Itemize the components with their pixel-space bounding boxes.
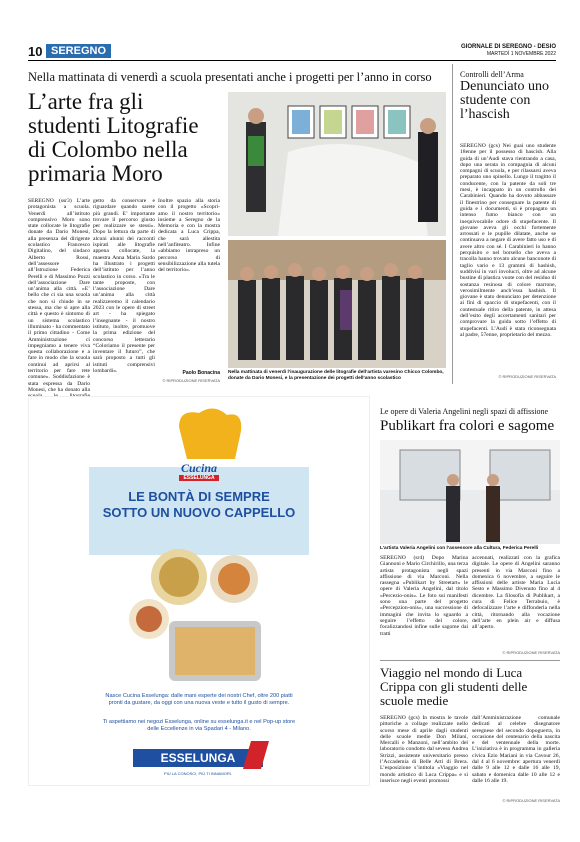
side-body: SEREGNO (gcs) Nei guai uno studente 18enne per il possesso di hascish. Alla guida di un’Audi stava rientrando a casa, dopo una serata in compagnia di alcuni compagni di scuola, e per rilassarsi aveva preparato uno spinello. Lungo il tragitto il conducente, con la patente da soli tre mesi, è incappato in un controllo dei Carabinieri. Quando ha dovuto abbassare il finestrino per consegnare la patente di guida e i documenti, si è propagato un intenso fumo bianco con un inequivocabile odore di stupefacente. Il giovane aveva gli occhi fortemente arrossati e le pupille dilatate, anche se continuava a negare di avere fatto uso e di avere altro con sé. I Carabinieri lo hanno perquisito e nel borsello che aveva a tracolla hanno trovato alcune banconote di taglio vario e 13 grammi di hashish, suddivisi in vari involucri, oltre ad alcune bustine di plastica vuote con del residuo di sostanza resinosa di colore marrone, verosimilmente anch’essa hashish. Il giovane è stato denunciato per detenzione ai fini di spaccio di stupefacenti, con il contestuale ritiro della patente, in attesa dell’esito degli accertamenti sanitari per comprovare la guida sotto l’effetto di stupefacenti. L’Audi è stata riconsegnata al padre, 57enne, proprietario del mezzo.	[460, 143, 556, 338]
ad-brand-sub: ESSELUNGA	[179, 475, 219, 481]
copyright-note: © RIPRODUZIONE RISERVATA	[162, 378, 220, 383]
issue-date: MARTEDÌ 1 NOVEMBRE 2022	[486, 51, 556, 57]
group-photo-drawing	[228, 240, 446, 368]
article-divider	[380, 660, 560, 661]
unveiling-photo	[228, 92, 446, 236]
ad-brand: Cucina	[180, 461, 217, 475]
ad-tagline: PIÙ LA CONOSCI, PIÙ TI INNAMORI.	[164, 771, 232, 776]
viaggio-column-2: dall’Amministrazione comunale dedicati al celebre disegnatore seregnese del secondo dopoguerra, in occasione del centenario della nascita e del ventennale della morte. L’iniziativa è in programma in galleria civica Ezio Mariani in via Cavour 26, dal 4 al 6 novembre: apertura venerdì dalle 9 alle 12 e dalle 16 alle 19, sabato e domenica dalle 10 alle 12 e dalle 16 alle 19.	[472, 715, 560, 784]
main-column-3: Inoltre spazio alla storia con il progetto «Scopri-amo il nostro territorio» insieme a Seregno de la Memoria e con la mostra dedicata a Luca Crippa, che sarà allestita nell’anfiteatro. Infine «abbiamo intrapreso un percorso di sensibilizzazione alla tutela del territorio».	[158, 198, 220, 274]
ad-copy: Nasce Cucina Esselunga: dalle mani esperte dei nostri Chef, oltre 200 piatti pronti da gustare, da oggi con una nuova veste e tutto il gusto di sempre.	[105, 693, 293, 706]
ad-headline-1: LE BONTÀ DI SEMPRE	[128, 489, 270, 504]
publikart-kicker: Le opere di Valeria Angelini negli spazi di affissione	[380, 407, 549, 416]
ad-cta: Ti aspettiamo nei negozi Esselunga, online su esselunga.it e nel Pop-up store delle Eccellenze in via Spadari 4 - Milano.	[102, 719, 296, 732]
copyright-note: © RIPRODUZIONE RISERVATA	[502, 798, 560, 803]
viaggio-column-1: SEREGNO (gcs) In mostra le tavole pittoriche a collage realizzate nello scorso mese di aprile dagli studenti delle scuole medie Don Milani, Mercalli e Manzoni, nell’ambito del laboratorio condotto dal seveso Andrea Strizzi, assistente universitario presso l’Accademia di Belle Arti di Brera. L’esposizione s’intitola «Viaggio nel mondo artistico di Luca Crippa» e si inserisce negli eventi promossi	[380, 715, 468, 784]
side-headline: Denunciato uno studente con l’hascish	[460, 79, 550, 122]
publikart-headline: Publikart fra colori e sagome	[380, 418, 555, 434]
masthead-title: GIORNALE DI SEREGNO - DESIO	[460, 44, 556, 50]
masthead	[461, 44, 556, 58]
main-column-1: SEREGNO (ssr3) L’arte protagonista a scuola. Venerdì all’istituto comprensivo Moro sono state collocate le litografie donate da Dario Monesi, alla presenza del dirigente scolastico Francesco Digitalino, del sindaco Alberto Rossi, dell’assessore all’Istruzione Federica Perelli e di Massimo Pozzi dell’associazione Dare un’anima alla città. «E’ bello che ci sia una scuola che non si chiude in se stessa, ma che si apre alla città e questo è sintomo di un sistema scolastico illuminato - ha commentato il primo cittadino - Come Amministrazione ci impegniamo a tenere viva questa collaborazione e a fare in modo che la scuola continui ad aprirsi al territorio per fare rete comune». Soddisfazione è stata espressa da Dario Monesi, che ha donato alla	[28, 198, 90, 393]
advertisement	[28, 396, 370, 786]
column-divider	[452, 64, 453, 384]
publikart-column-1: SEREGNO (sr4) Dopo Marina Giannoni e Mario Circhirillo, una terza artista protagonista negli spazi affissione di via Marconi. Nella rassegna «Publikart by Streetart» le opere di Valeria Angelini, dal titolo «Percezio-onis». Le foto sui manifesti sono una parte del progetto «Percepzion-onis», una successione di immagini che invita lo sguardo a seguire l’effetto del colore, focalizzandosi infine sulle sagome dai tratti	[380, 555, 468, 637]
page-number: 10	[28, 44, 43, 59]
publikart-photo	[380, 440, 560, 544]
publikart-photo-drawing	[380, 440, 560, 544]
main-kicker: Nella mattinata di venerdì a scuola presentati anche i progetti per l’anno in corso	[28, 70, 432, 84]
chef-hat-icon	[179, 408, 241, 459]
publikart-column-2: accennati, realizzati con la grafica digitale. Le opere di Angelini saranno presenti in via Marconi fino a domenica 6 novembre, a seguire le affissioni delle artiste Maria Lucia Sesto e Massimo Divenuto fino al 4 dicembre. La filosofia di Publikart, a cura di Felice Terrabuio, è defocalizzare l’arte e diffonderla nella città, ritornando alla vocazione dell’arte en plein air e diffusa all’aperto.	[472, 555, 560, 631]
publikart-caption: L’artista Valeria Angelini con l’assessore alla Cultura, Federica Perelli	[380, 546, 539, 551]
group-photo	[228, 240, 446, 368]
copyright-note: © RIPRODUZIONE RISERVATA	[502, 650, 560, 655]
viaggio-headline: Viaggio nel mondo di Luca Crippa con gli studenti delle scuole medie	[380, 665, 528, 708]
unveiling-photo-drawing	[228, 92, 446, 236]
main-column-2: getto da conservare e riguardare quando sarete più grandi. E’ importante trovare il percorso giusto per realizzare se stessi». Dopo la lettura da parte di alcuni alunni dei racconti ispirati alle litografie appena collocate, la maestra Anna Maria Sardo ha illustrato i progetti dell’istituto per l’anno scolastico in corso. «Tra le tante proposte, con l’associazione Dare un’anima alla città realizzeremo il calendario 2023 con le opere di street art - ha spiegato l’insegnante - il nostro istituto, inoltre, promuove la prima edizione del concorso letterario “Coloriamo il presente per inventare il futuro”, che sarà proposto a tutti gli istituti comprensivi lombardi».	[93, 198, 155, 375]
ad-headline-2: SOTTO UN NUOVO CAPPELLO	[102, 505, 296, 520]
section-label: SEREGNO	[46, 44, 111, 58]
main-photo-caption: Nella mattinata di venerdì l’inaugurazione delle litografie dell’artista varesino Chicco Colombo, donate da Dario Monesi, e la presentazione dei progetti dell’anno scolastico	[228, 370, 444, 381]
page-header	[28, 44, 556, 61]
author-byline: Paolo Bonacina	[182, 370, 220, 376]
main-headline: L’arte fra gli studenti Litografie di Colombo nella primaria Moro	[28, 89, 199, 186]
ad-logo: ESSELUNGA	[160, 751, 236, 765]
side-kicker: Controlli dell’Arma	[460, 70, 524, 79]
copyright-note: © RIPRODUZIONE RISERVATA	[498, 374, 556, 379]
